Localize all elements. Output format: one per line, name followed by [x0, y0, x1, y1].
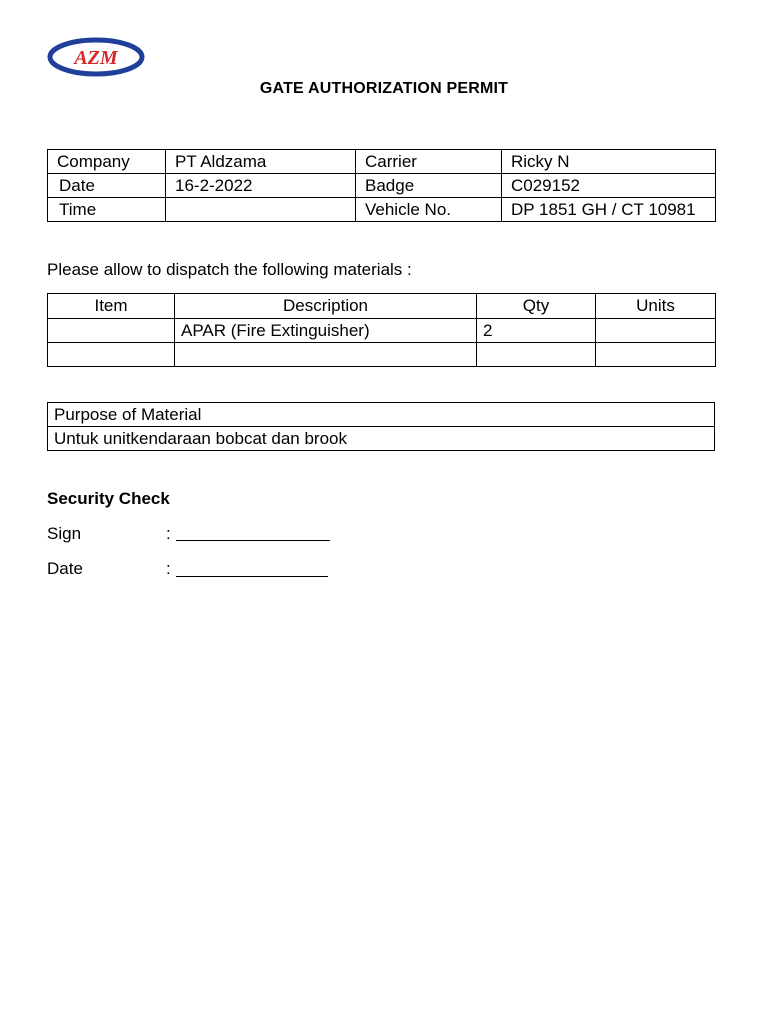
- info-table: [47, 149, 716, 222]
- header-item: Item: [48, 294, 175, 319]
- time-value: [166, 198, 356, 222]
- header-units: Units: [596, 294, 716, 319]
- description-cell: APAR (Fire Extinguisher): [175, 319, 477, 343]
- table-row: [48, 427, 715, 451]
- description-cell: [175, 343, 477, 367]
- table-row: [48, 150, 716, 174]
- page-title: GATE AUTHORIZATION PERMIT: [259, 80, 509, 97]
- vehicle-value: DP 1851 GH / CT 10981: [502, 198, 716, 222]
- table-row: [48, 319, 716, 343]
- sign-line: [176, 540, 330, 541]
- date-label: Date: [48, 174, 166, 198]
- badge-label: Badge: [356, 174, 502, 198]
- date-colon: :: [166, 559, 171, 578]
- dispatch-instruction: Please allow to dispatch the following materials :: [47, 260, 412, 279]
- header-qty: Qty: [477, 294, 596, 319]
- purpose-label: Purpose of Material: [48, 403, 715, 427]
- date-line: [176, 576, 328, 577]
- company-logo: [34, 33, 158, 81]
- table-row: [48, 403, 715, 427]
- purpose-table: [47, 402, 715, 451]
- qty-cell: [477, 343, 596, 367]
- table-header-row: [48, 294, 716, 319]
- company-label: Company: [48, 150, 166, 174]
- azm-logo-icon: [34, 33, 158, 81]
- qty-cell: 2: [477, 319, 596, 343]
- company-value: PT Aldzama: [166, 150, 356, 174]
- units-cell: [596, 319, 716, 343]
- carrier-value: Ricky N: [502, 150, 716, 174]
- logo-text: AZM: [74, 47, 118, 69]
- table-row: [48, 174, 716, 198]
- purpose-value: Untuk unitkendaraan bobcat dan brook: [48, 427, 715, 451]
- item-cell: [48, 319, 175, 343]
- table-row: [48, 343, 716, 367]
- time-label: Time: [48, 198, 166, 222]
- security-date-label: Date: [47, 559, 83, 578]
- item-cell: [48, 343, 175, 367]
- sign-colon: :: [166, 524, 171, 543]
- date-value: 16-2-2022: [166, 174, 356, 198]
- vehicle-label: Vehicle No.: [356, 198, 502, 222]
- table-row: [48, 198, 716, 222]
- sign-label: Sign: [47, 524, 82, 543]
- carrier-label: Carrier: [356, 150, 502, 174]
- header-description: Description: [175, 294, 477, 319]
- units-cell: [596, 343, 716, 367]
- items-table: [47, 293, 716, 367]
- badge-value: C029152: [502, 174, 716, 198]
- security-check-heading: Security Check: [47, 489, 170, 508]
